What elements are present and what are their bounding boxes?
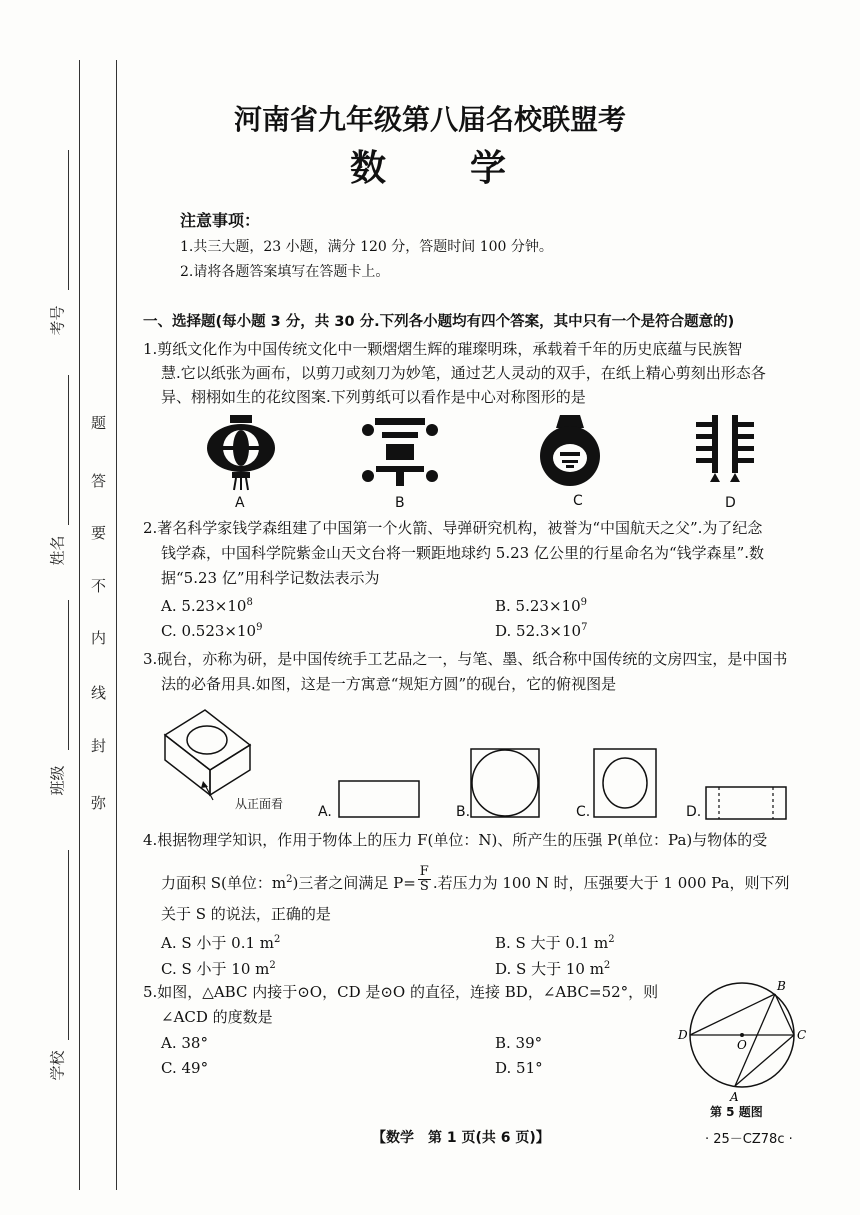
class-blank: [68, 600, 69, 750]
binding-line-outer: [79, 60, 80, 1190]
seal-char: 线: [91, 684, 107, 702]
q3-line: 法的必备用具.如图，这是一方寓意“规矩方圆”的砚台，它的俯视图是: [161, 675, 617, 693]
point-label: C: [797, 1028, 807, 1042]
q4-option-c: C. S 小于 10 $m^2$: [161, 960, 276, 978]
seal-char: 内: [91, 629, 107, 647]
q3-option-d-figure: [705, 786, 789, 822]
q3-label-a: A.: [318, 804, 332, 820]
q2-line: 钱学森，中国科学院紫金山天文台将一颗距地球约 5.23 亿公里的行星命名为“钱学森星”.数: [161, 544, 765, 562]
q3-label-c: C.: [576, 804, 591, 820]
name-blank: [68, 375, 69, 525]
q3-option-c-figure: [593, 748, 659, 820]
seal-char: 要: [91, 524, 107, 542]
seal-char: 封: [91, 737, 107, 755]
notice-item: 1.共三大题，23 小题，满分 120 分，答题时间 100 分钟。: [180, 239, 553, 255]
point-label: D: [678, 1028, 688, 1042]
q3-option-b-figure: [470, 748, 542, 820]
q4-line: 4.根据物理学知识，作用于物体上的压力 F(单位：N)、所产生的压强 P(单位：Pa)与物体的受: [143, 831, 768, 849]
q5-option-b: B. 39°: [495, 1034, 543, 1052]
q4-option-d: D. S 大于 10 $m^2$: [495, 960, 611, 978]
q2-option-d: D. $52.3\times 10^7$: [495, 622, 588, 640]
point-label: O: [737, 1038, 747, 1052]
seal-char: 弥: [91, 794, 107, 812]
notice-heading: 注意事项：: [180, 211, 261, 230]
q3-inkstone-figure: [155, 705, 265, 805]
exam-number-label: 考号: [48, 305, 67, 336]
seal-char: 不: [91, 577, 107, 595]
exam-title: 河南省九年级第八届名校联盟考: [233, 103, 626, 136]
q2-option-c: C. $0.523\times 10^9$: [161, 622, 263, 640]
q4-option-b: B. S 大于 0.1 $m^2$: [495, 934, 615, 952]
q5-option-d: D. 51°: [495, 1059, 543, 1077]
q1-label-a: A: [235, 495, 245, 511]
binding-line-inner: [116, 60, 117, 1190]
papercut-b: [362, 418, 438, 486]
q1-papercut-figures: [190, 410, 790, 490]
seal-char: 答: [91, 472, 107, 490]
q3-option-a-figure: [338, 780, 422, 820]
q1-label-b: B: [395, 495, 405, 511]
subject-title: 数 学: [349, 148, 510, 189]
q1-label-c: C: [573, 493, 583, 509]
q5-figure-caption: 第 5 题图: [710, 1105, 763, 1119]
q5-line: ∠ACD 的度数是: [161, 1008, 273, 1026]
exam-code: · 25－CZ78c ·: [705, 1132, 793, 1147]
school-blank: [68, 850, 69, 1040]
papercut-d: [696, 415, 754, 482]
q4-line: 关于 S 的说法，正确的是: [161, 905, 331, 923]
q5-line: 5.如图，△ABC 内接于⊙O，CD 是⊙O 的直径，连接 BD，∠ABC=52°，则: [143, 983, 659, 1001]
point-label: A: [730, 1090, 739, 1104]
q1-line: 1.剪纸文化作为中国传统文化中一颗熠熠生辉的璀璨明珠，承载着千年的历史底蕴与民族智: [143, 340, 743, 358]
q1-line: 异、栩栩如生的花纹图案.下列剪纸可以看作是中心对称图形的是: [161, 388, 586, 406]
q5-circle-figure: [680, 975, 810, 1105]
point-label: B: [777, 979, 786, 993]
page-footer: 【数学 第 1 页(共 6 页)】: [372, 1130, 550, 1146]
q5-option-a: A. 38°: [161, 1034, 208, 1052]
q2-option-a: A. $5.23\times 10^8$: [161, 597, 253, 615]
q1-line: 慧.它以纸张为画布，以剪刀或刻刀为妙笔，通过艺人灵动的双手，在纸上精心剪刻出形态各: [161, 364, 766, 382]
q5-option-c: C. 49°: [161, 1059, 209, 1077]
class-label: 班级: [48, 765, 67, 796]
q2-line: 据“5.23 亿”用科学记数法表示为: [161, 569, 380, 587]
q3-label-b: B.: [456, 804, 471, 820]
seal-char: 题: [91, 414, 107, 432]
q1-label-d: D: [725, 495, 736, 511]
q3-line: 3.砚台，亦称为研，是中国传统手工艺品之一，与笔、墨、纸合称中国传统的文房四宝，是中国书: [143, 650, 788, 668]
name-label: 姓名: [48, 535, 67, 566]
school-label: 学校: [48, 1050, 67, 1081]
q2-line: 2.著名科学家钱学森组建了中国第一个火箭、导弹研究机构，被誉为“中国航天之父”.为了纪念: [143, 519, 763, 537]
q4-line: 力面积 S(单位：$m^2$)三者之间满足 P= $\frac{F}{S}$ .若压力为 100 N 时，压强要大于 1 000 Pa，则下列: [161, 864, 790, 895]
section-heading: 一、选择题(每小题 3 分，共 30 分.下列各小题均有四个答案，其中只有一个是符合题意的): [143, 314, 735, 330]
q2-option-b: B. $5.23\times 10^9$: [495, 597, 587, 615]
q4-option-a: A. S 小于 0.1 $m^2$: [161, 934, 281, 952]
notice-item: 2.请将各题答案填写在答题卡上。: [180, 264, 390, 280]
q3-view-label: 从正面看: [235, 797, 284, 811]
q3-label-d: D.: [686, 804, 702, 820]
